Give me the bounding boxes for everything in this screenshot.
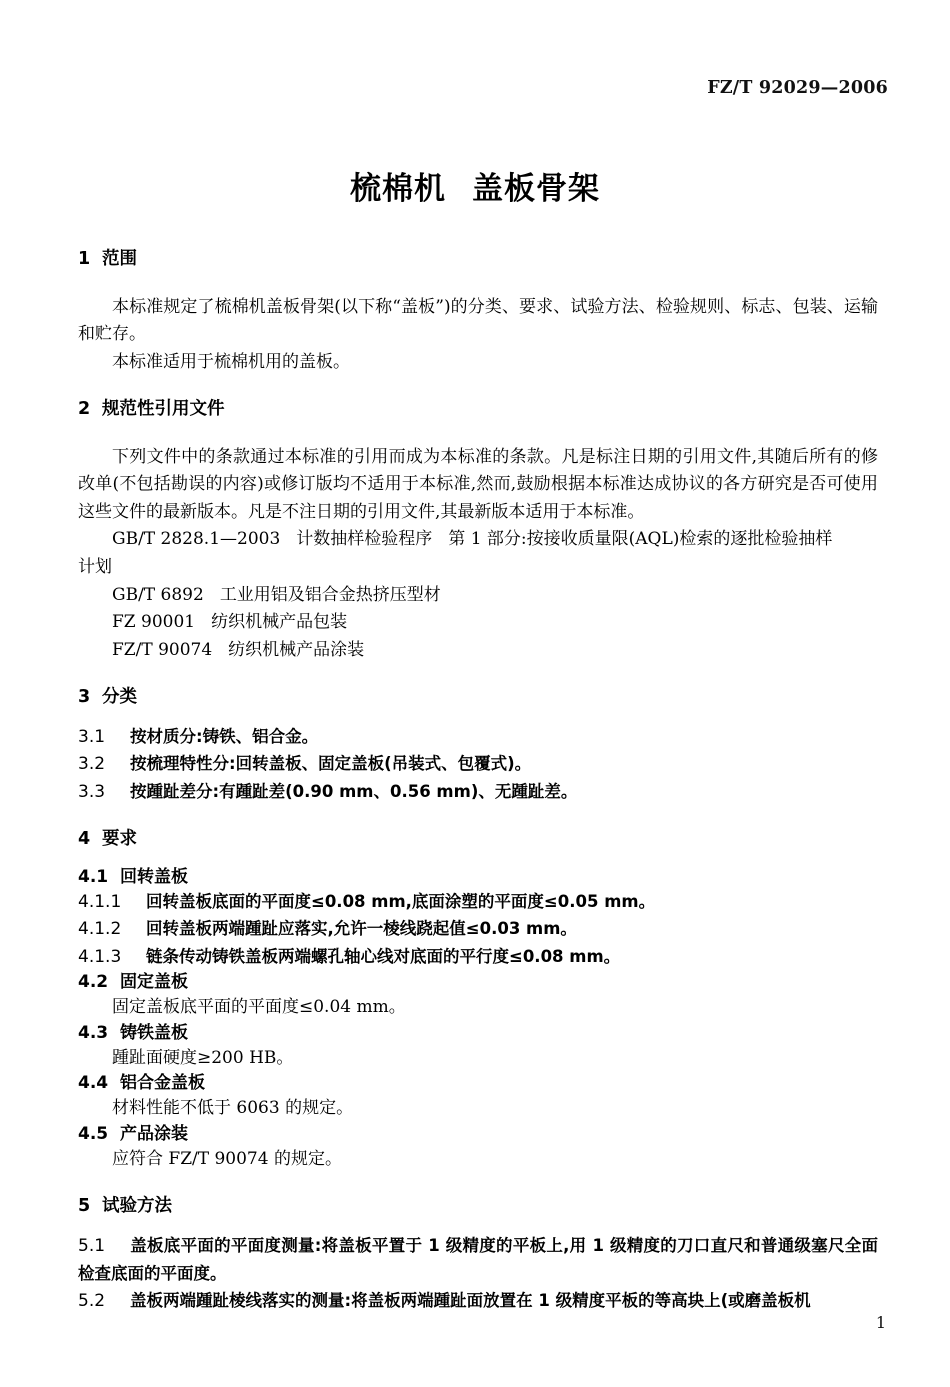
clause-item-number: 3.3 (78, 781, 106, 802)
reference-code: FZ 90001 (112, 612, 196, 633)
clause-number-4-5: 4.5 (78, 1123, 109, 1144)
clause-heading-4-3 (78, 1022, 878, 1045)
clause-item-number: 5.2 (78, 1291, 106, 1312)
clause-heading-4-1 (78, 866, 878, 889)
page-title-part1: 梳棉机 (350, 171, 446, 207)
reference-name: 计数抽样检验程序 (296, 529, 433, 550)
clause-item-text: 盖板两端踵趾棱线落实的测量:将盖板两端踵趾面放置在 1 级精度平板的等高块上(或磨盖板机 (130, 1291, 811, 1311)
reference-item (78, 582, 878, 610)
spacer (78, 806, 878, 828)
clause-4-2-body: 固定盖板底平面的平面度≤0.04 mm。 (112, 997, 406, 1018)
spacer (78, 1219, 878, 1233)
clause-item-5-2 (78, 1288, 878, 1316)
clause-title-4: 要求 (102, 829, 137, 850)
reference-name: 工业用铝及铝合金热挤压型材 (219, 584, 441, 605)
clause-title-3: 分类 (102, 687, 137, 708)
clause-title-4-1: 回转盖板 (120, 866, 188, 887)
clause-item-3-1 (78, 724, 878, 752)
clause-item-3-2 (78, 751, 878, 779)
clause-number-3: 3 (78, 687, 91, 708)
clause-4-5-body: 应符合 FZ/T 90074 的规定。 (112, 1148, 342, 1169)
reference-code: FZ/T 90074 (112, 639, 213, 660)
clause-item-number: 4.1.3 (78, 946, 122, 967)
spacer (78, 376, 878, 398)
running-header-standard-number: FZ/T 92029—2006 (707, 78, 888, 98)
spacer (78, 272, 878, 294)
document-body (78, 248, 878, 1316)
clause-item-text: 按踵趾差分:有踵趾差(0.90 mm、0.56 mm)、无踵趾差。 (130, 781, 578, 801)
clause-item-number: 5.1 (78, 1235, 106, 1256)
clause-title-4-2: 固定盖板 (120, 972, 188, 993)
spacer (78, 664, 878, 686)
clause-number-1: 1 (78, 249, 91, 269)
clause-heading-4 (78, 828, 878, 852)
clause-item-text: 盖板底平面的平面度测量:将盖板平置于 1 级精度的平板上,用 1 级精度的刀口直尺和普通级塞尺全面检查底面的平面度。 (78, 1235, 878, 1283)
spacer (78, 710, 878, 724)
clause-number-4-4: 4.4 (78, 1073, 109, 1094)
clause-title-4-4: 铝合金盖板 (120, 1073, 205, 1094)
reference-name: 纺织机械产品包装 (211, 612, 348, 633)
clause-4-3-body: 踵趾面硬度≥200 HB。 (112, 1047, 294, 1068)
clause-title-5: 试验方法 (102, 1196, 172, 1217)
clause-1-paragraph-2: 本标准适用于梳棉机用的盖板。 (112, 351, 350, 372)
clause-item-text: 按材质分:铸铁、铝合金。 (130, 726, 319, 746)
reference-item (78, 609, 878, 637)
clause-number-4-2: 4.2 (78, 972, 109, 993)
clause-number-4: 4 (78, 829, 91, 850)
spacer (78, 852, 878, 866)
reference-name-part2: 第 1 部分:按接收质量限(AQL)检索的逐批检验抽样 (448, 529, 833, 550)
page-title-part2: 盖板骨架 (472, 171, 600, 207)
clause-2-paragraph-1: 下列文件中的条款通过本标准的引用而成为本标准的条款。凡是标注日期的引用文件,其随后所有的修改单(不包括勘误的内容)或修订版均不适用于本标准,然而,鼓励根据本标准达成协议的各方研究是否可使用这些文件的最新版本。凡是不注日期的引用文件,其最新版本适用于本标准。 (78, 446, 878, 522)
clause-heading-4-5 (78, 1123, 878, 1146)
clause-item-number: 4.1.1 (78, 891, 122, 912)
clause-item-number: 3.1 (78, 726, 106, 747)
clause-number-5: 5 (78, 1196, 91, 1217)
clause-item-4-1-2 (78, 916, 878, 944)
clause-heading-4-4 (78, 1072, 878, 1095)
clause-heading-3 (78, 686, 878, 710)
reference-item (78, 637, 878, 665)
clause-heading-5 (78, 1195, 878, 1219)
clause-item-text: 回转盖板底面的平面度≤0.08 mm,底面涂塑的平面度≤0.05 mm。 (146, 891, 656, 911)
clause-item-number: 3.2 (78, 754, 106, 775)
clause-item-text: 链条传动铸铁盖板两端螺孔轴心线对底面的平行度≤0.08 mm。 (146, 946, 621, 966)
reference-name: 纺织机械产品涂装 (228, 639, 365, 660)
reference-item-continuation: 计划 (78, 556, 112, 577)
clause-heading-1 (78, 248, 878, 272)
clause-item-3-3 (78, 779, 878, 807)
clause-item-4-1-1 (78, 889, 878, 917)
clause-title-4-5: 产品涂装 (120, 1123, 188, 1144)
clause-title-2: 规范性引用文件 (102, 399, 225, 420)
clause-title-1: 范围 (102, 249, 137, 269)
reference-item (78, 526, 878, 554)
clause-number-4-3: 4.3 (78, 1022, 109, 1043)
clause-item-text: 回转盖板两端踵趾应落实,允许一棱线跷起值≤0.03 mm。 (146, 919, 577, 939)
clause-item-4-1-3 (78, 944, 878, 972)
spacer (78, 1173, 878, 1195)
clause-item-text: 按梳理特性分:回转盖板、固定盖板(吊装式、包覆式)。 (130, 754, 532, 774)
page-number: 1 (875, 1313, 886, 1332)
clause-item-number: 4.1.2 (78, 919, 122, 940)
clause-1-paragraph-1: 本标准规定了梳棉机盖板骨架(以下称“盖板”)的分类、要求、试验方法、检验规则、标志、包装、运输和贮存。 (78, 296, 878, 345)
clause-number-2: 2 (78, 399, 91, 420)
clause-heading-4-2 (78, 971, 878, 994)
page-title (0, 163, 950, 208)
reference-code: GB/T 6892 (112, 584, 204, 605)
clause-heading-2 (78, 398, 878, 422)
clause-number-4-1: 4.1 (78, 866, 109, 887)
clause-item-5-1 (78, 1233, 878, 1288)
clause-4-4-body: 材料性能不低于 6063 的规定。 (112, 1098, 354, 1119)
reference-code: GB/T 2828.1—2003 (112, 529, 281, 550)
spacer (78, 422, 878, 444)
clause-title-4-3: 铸铁盖板 (120, 1022, 188, 1043)
